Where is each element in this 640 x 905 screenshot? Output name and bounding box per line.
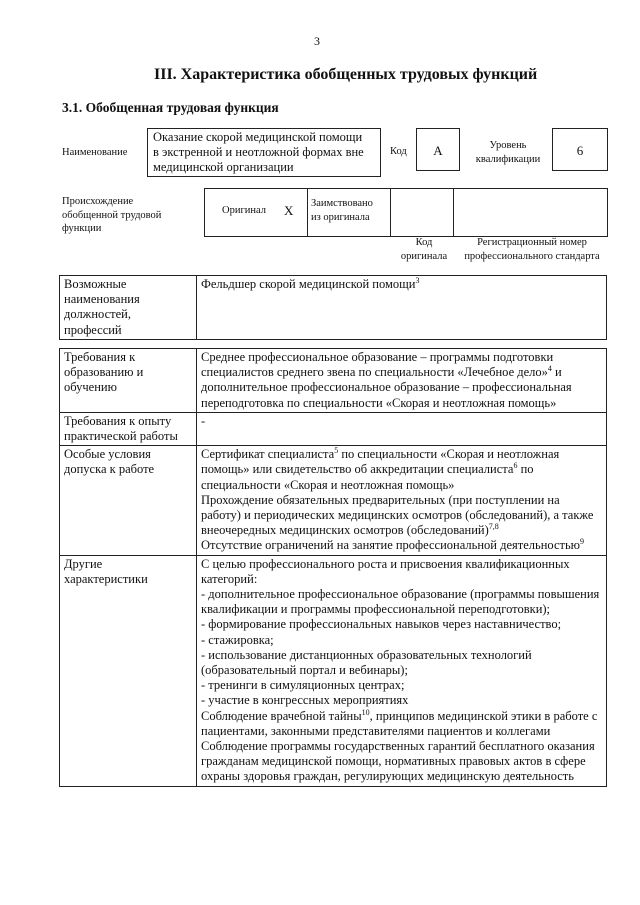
education-text: Среднее профессиональное образование – программы подготовки специалистов среднего звена по специальности «Лечебное дело» — [201, 350, 554, 380]
footnote-ref: 10 — [361, 707, 370, 717]
education-text-cont: и дополнительное профессиональное образование – профессиональная переподготовка по специальности «Скорая и неотложная помощь» — [201, 365, 572, 410]
conditions-text: по специальности «Скорая и неотложная помощь» — [201, 462, 534, 492]
code-value: А — [416, 128, 460, 171]
conditions-label: Особые условия допуска к работе — [60, 446, 197, 555]
name-label: Наименование — [62, 147, 128, 158]
registration-number-caption: Регистрационный номер профессионального стандарта — [464, 237, 600, 262]
other-text: , принципов медицинской этики в работе с пациентами, законными представителями пациентов и коллегами — [201, 708, 598, 738]
borrowed-label: Заимствовано из оригинала — [311, 198, 373, 223]
conditions-value — [197, 446, 607, 555]
table-row — [60, 349, 607, 413]
subsection-title: 3.1. Обобщенная трудовая функция — [62, 100, 279, 115]
origin-divider-3 — [453, 188, 454, 237]
positions-text: Фельдшер скорой медицинской помощи — [201, 277, 416, 291]
name-value: Оказание скорой медицинской помощи в экстренной и неотложной формах вне медицинской организации — [147, 128, 381, 177]
other-text: С целью профессионального роста и присвоения квалификационных категорий: - дополнительное профессиональное образование (программы повышения квалификации и программы профессиональной переподготовки); - формирование профессиональных навыков через наставничество; - стажировка; - использование дистанционных образовательных технологий (образовательный портал и вебинары); - тренинги в симуляционных центрах; - участие в конгрессных мероприятиях — [201, 556, 600, 708]
footnote-ref: 6 — [513, 461, 518, 471]
footnote-ref: 3 — [415, 275, 420, 285]
section-title: III. Характеристика обобщенных трудовых функций — [154, 66, 538, 83]
footnote-ref: 5 — [334, 446, 339, 456]
experience-value: - — [197, 412, 607, 445]
education-label: Требования к образованию и обучению — [60, 349, 197, 413]
requirements-table — [59, 348, 607, 787]
table-row — [60, 446, 607, 555]
code-original-caption: Код оригинала — [400, 237, 448, 262]
conditions-text: Сертификат специалиста — [201, 447, 335, 462]
table-row — [60, 412, 607, 445]
experience-label: Требования к опыту практической работы — [60, 412, 197, 445]
level-label: Уровень квалификации — [475, 140, 541, 165]
level-value: 6 — [552, 128, 608, 171]
conditions-text: по специальности «Скорая и неотложная помощь» или свидетельство об аккредитации специалиста — [201, 447, 560, 477]
table-row — [60, 555, 607, 786]
code-label: Код — [390, 146, 407, 157]
positions-label: Возможные наименования должностей, профессий — [60, 276, 197, 340]
original-label: Оригинал — [222, 205, 266, 216]
original-mark: X — [284, 203, 294, 218]
origin-divider-2 — [390, 188, 391, 237]
footnote-ref: 7,8 — [488, 522, 499, 532]
footnote-ref: 9 — [580, 537, 584, 547]
positions-value — [197, 276, 607, 340]
positions-table — [59, 275, 607, 340]
page-number: 3 — [314, 34, 320, 48]
table-row — [60, 276, 607, 340]
conditions-text: Отсутствие ограничений на занятие профессиональной деятельностью — [201, 538, 580, 553]
other-value — [197, 555, 607, 786]
education-value — [197, 349, 607, 413]
conditions-text: Прохождение обязательных предварительных (при поступлении на работу) и периодических медицинских осмотров (обследований), а также внеочередных медицинских осмотров (обследований) — [201, 492, 594, 538]
origin-divider-1 — [307, 188, 308, 237]
origin-label: Происхождение обобщенной трудовой функции — [62, 196, 162, 234]
other-text: Соблюдение врачебной тайны — [201, 708, 362, 723]
footnote-ref: 4 — [547, 364, 552, 374]
other-label: Другие характеристики — [60, 555, 197, 786]
other-text: Соблюдение программы государственных гарантий бесплатного оказания гражданам медицинской помощи, нормативных правовых актов в сфере охраны здоровья граждан, регулирующих медицинскую деятельность — [201, 739, 595, 784]
